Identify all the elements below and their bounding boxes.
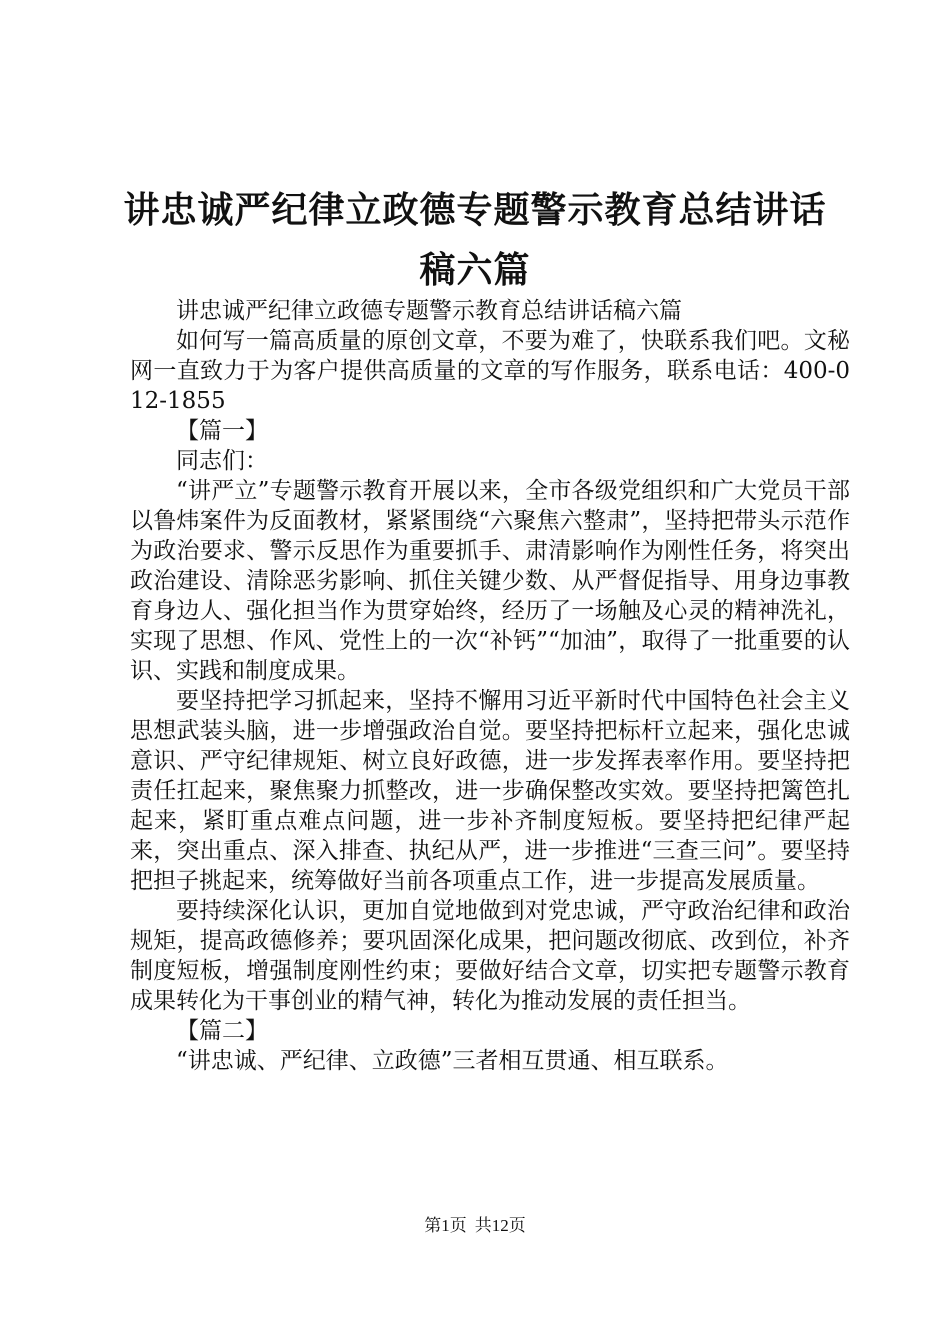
body-paragraph: “讲严立”专题警示教育开展以来，全市各级党组织和广大党员干部以鲁炜案件为反面教材，紧紧围绕“六聚焦六整肃”，坚持把带头示范作为政治要求、警示反思作为重要抓手、肃清影响作为刚性任务，将突出政治建设、清除恶劣影响、抓住关键少数、从严督促指导、用身边事教育身边人、强化担当作为贯穿始终，经历了一场触及心灵的精神洗礼，实现了思想、作风、党性上的一次“补钙”“加油”，取得了一批重要的认识、实践和制度成果。 [130,478,850,684]
section-heading-1: 【篇一】 [176,418,268,444]
body-paragraph: 要持续深化认识，更加自觉地做到对党忠诚，严守政治纪律和政治规矩，提高政德修养；要巩固深化成果，把问题改彻底、改到位，补齐制度短板，增强制度刚性约束；要做好结合文章，切实把专题警示教育成果转化为干事创业的精气神，转化为推动发展的责任担当。 [130,898,850,1014]
body-paragraph: “讲忠诚、严纪律、立政德”三者相互贯通、相互联系。 [176,1048,729,1074]
document-title: 讲忠诚严纪律立政德专题警示教育总结讲话稿六篇 [123,189,827,291]
page-footer [0,1214,950,1238]
salutation: 同志们： [176,448,268,474]
subtitle-paragraph: 讲忠诚严纪律立政德专题警示教育总结讲话稿六篇 [176,298,682,324]
body-paragraph: 要坚持把学习抓起来，坚持不懈用习近平新时代中国特色社会主义思想武装头脑，进一步增强政治自觉。要坚持把标杆立起来，强化忠诚意识、严守纪律规矩、树立良好政德，进一步发挥表率作用。要坚持把责任扛起来，聚焦聚力抓整改，进一步确保整改实效。要坚持把篱笆扎起来，紧盯重点难点问题，进一步补齐制度短板。要坚持把纪律严起来，突出重点、深入排查、执纪从严，进一步推进“三查三问”。要坚持把担子挑起来，统筹做好当前各项重点工作，进一步提高发展质量。 [130,688,850,894]
page-total: 共12页 [474,1216,526,1235]
page-number: 第1页 [424,1216,467,1235]
section-heading-2: 【篇二】 [176,1018,268,1044]
document-body [130,296,850,1076]
intro-paragraph: 如何写一篇高质量的原创文章，不要为难了，快联系我们吧。文秘网一直致力于为客户提供高质量的文章的写作服务，联系电话：400-012-1855 [130,328,850,414]
